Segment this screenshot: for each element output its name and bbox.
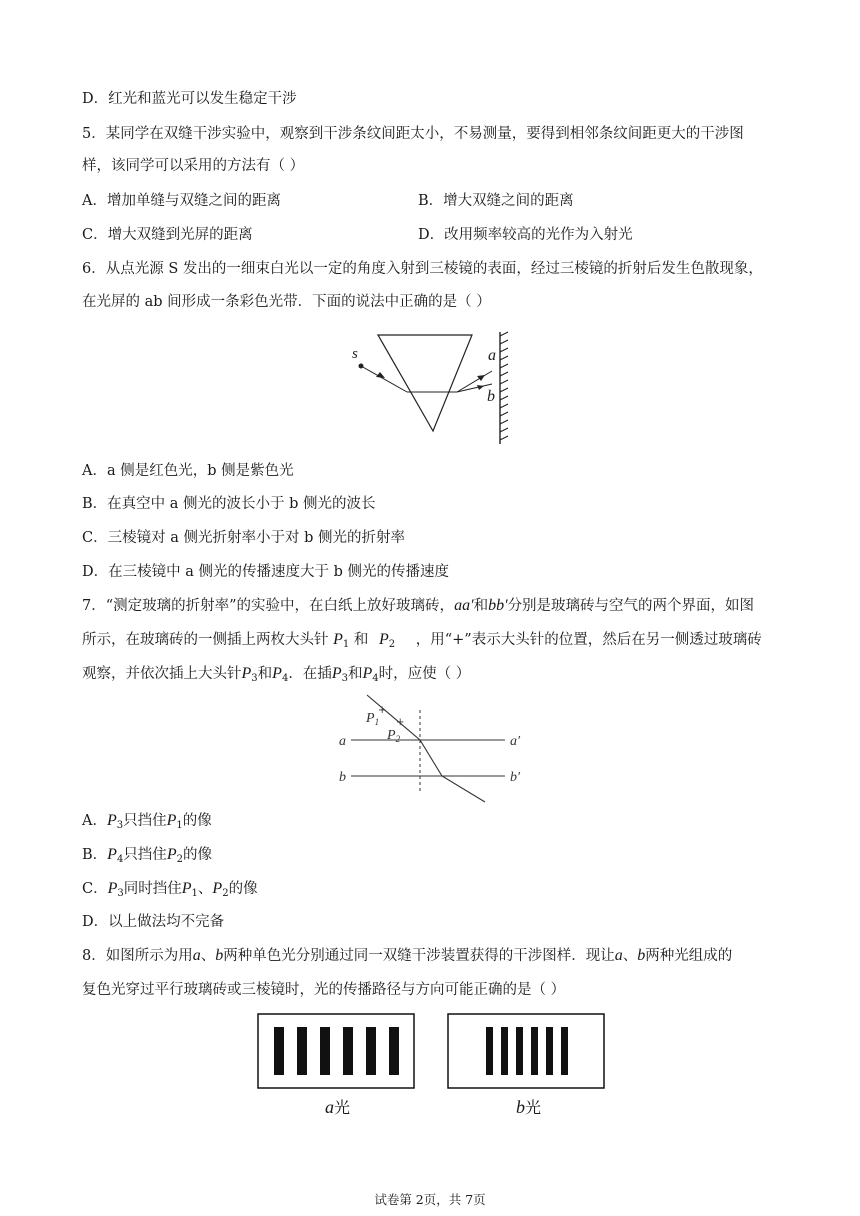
- label-a-left: a: [339, 734, 346, 749]
- q5-option-b: B．增大双缝之间的距离: [418, 193, 574, 209]
- q8-stem-line2: 复色光穿过平行玻璃砖或三棱镜时，光的传播路径与方向可能正确的是（ ）: [82, 982, 566, 998]
- caption-b-light: b光: [516, 1097, 542, 1117]
- prism-dispersion-figure: [340, 330, 530, 448]
- q6-stem-line1: 6．从点光源 S 发出的一细束白光以一定的角度入射到三棱镜的表面，经过三棱镜的折射后发生色散现象，: [82, 261, 763, 277]
- q5-option-d: D．改用频率较高的光作为入射光: [418, 227, 633, 243]
- q6-option-d: D．在三棱镜中 a 侧光的传播速度大于 b 侧光的传播速度: [82, 564, 449, 580]
- q5-option-a: A．增加单缝与双缝之间的距离: [82, 193, 281, 209]
- svg-text:+: +: [378, 705, 387, 716]
- label-a: a: [488, 347, 496, 364]
- label-b-left: b: [339, 770, 346, 785]
- q5-option-c: C．增大双缝到光屏的距离: [82, 227, 253, 243]
- label-s: s: [352, 346, 358, 362]
- label-p1: $P_1$: [366, 711, 380, 727]
- q7-option-b: B．$P_4$只挡住$P_2$的像: [82, 846, 212, 865]
- q7-option-c: C．$P_3$同时挡住$P_1$、$P_2$的像: [82, 880, 258, 899]
- interference-pattern-b: [447, 1013, 605, 1089]
- q7-stem-line3: 观察，并依次插上大头针$P_3$和$P_4$．在插$P_3$和$P_4$时，应使（ ）: [82, 665, 471, 684]
- label-b-prime: b′: [510, 770, 521, 785]
- q6-option-a: A．a 侧是红色光，b 侧是紫色光: [82, 463, 294, 479]
- q6-stem-line2: 在光屏的 ab 间形成一条彩色光带．下面的说法中正确的是（ ）: [82, 294, 491, 310]
- q7-option-d: D．以上做法均不完备: [82, 914, 225, 930]
- q5-stem-line2: 样，该同学可以采用的方法有（ ）: [82, 158, 305, 174]
- q4-option-d: D．红光和蓝光可以发生稳定干涉: [82, 91, 297, 107]
- q6-option-b: B．在真空中 a 侧光的波长小于 b 侧光的波长: [82, 496, 376, 512]
- label-b: b: [487, 388, 495, 405]
- q7-option-a: A．$P_3$只挡住$P_1$的像: [82, 812, 212, 831]
- glass-refraction-figure: [335, 690, 535, 805]
- svg-text:+: +: [396, 717, 405, 728]
- page-footer: 试卷第 2页，共 7页: [374, 1192, 486, 1207]
- caption-a-light: a光: [325, 1097, 351, 1117]
- label-p2: $P_2$: [387, 728, 401, 744]
- q8-stem-line1: 8．如图所示为用a、b两种单色光分别通过同一双缝干涉装置获得的干涉图样．现让a、b两种光组成的: [82, 947, 733, 964]
- q7-stem-line2: 所示，在玻璃砖的一侧插上两枚大头针 $P_1$ 和 $P_2$ ，用“+”表示大头针的位置，然后在另一侧透过玻璃砖: [82, 631, 762, 650]
- q7-stem-line1: 7．“测定玻璃的折射率”的实验中，在白纸上放好玻璃砖，aa′和bb′分别是玻璃砖与空气的两个界面，如图: [82, 597, 755, 614]
- q5-stem-line1: 5．某同学在双缝干涉实验中，观察到干涉条纹间距太小，不易测量，要得到相邻条纹间距更大的干涉图: [82, 126, 744, 142]
- label-a-prime: a′: [510, 734, 521, 749]
- interference-pattern-a: [257, 1013, 415, 1089]
- q6-option-c: C．三棱镜对 a 侧光折射率小于对 b 侧光的折射率: [82, 530, 405, 546]
